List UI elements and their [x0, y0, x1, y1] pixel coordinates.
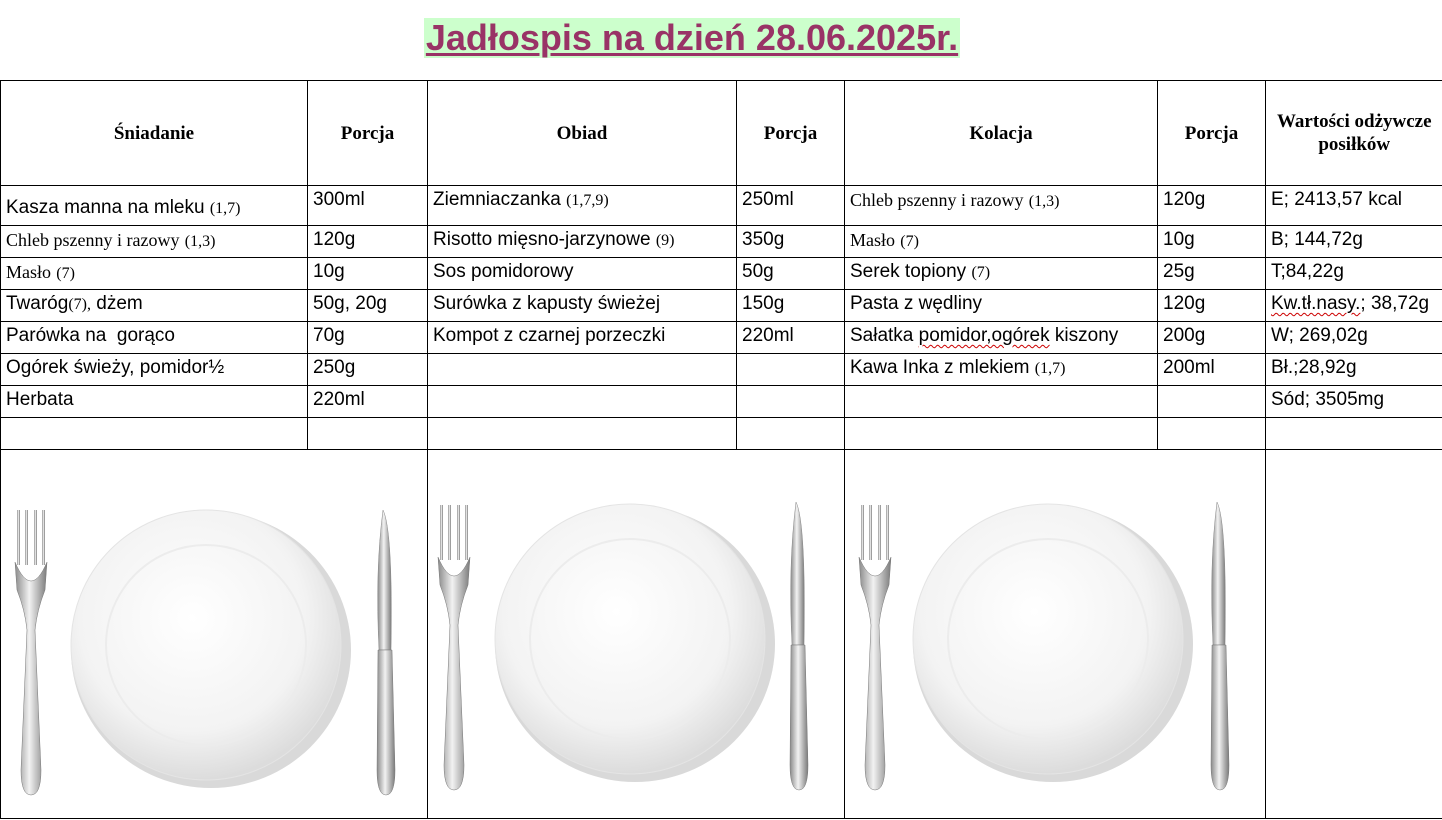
- knife-icon: [790, 502, 808, 790]
- breakfast-portion: 50g, 20g: [308, 290, 428, 322]
- header-nutrition: Wartości odżywcze posiłków: [1266, 81, 1442, 186]
- breakfast-cell: Parówka na gorąco: [1, 322, 308, 354]
- empty-cell: [308, 418, 428, 450]
- breakfast-cell: Kasza manna na mleku (1,7): [1, 186, 308, 226]
- plate-setting-icon: [428, 450, 844, 818]
- dinner-cell: Serek topiony (7): [845, 258, 1158, 290]
- dinner-cell: Sałatka pomidor,ogórek kiszony: [845, 322, 1158, 354]
- empty-cell: [1158, 418, 1266, 450]
- breakfast-cell: Chleb pszenny i razowy (1,3): [1, 226, 308, 258]
- lunch-portion: 220ml: [737, 322, 845, 354]
- plate-image-row: [1, 450, 1442, 819]
- dinner-cell: [845, 386, 1158, 418]
- nutrition-cell: Sód; 3505mg: [1266, 386, 1442, 418]
- breakfast-portion: 10g: [308, 258, 428, 290]
- lunch-cell: Ziemniaczanka (1,7,9): [428, 186, 737, 226]
- table-row-empty: [1, 418, 1442, 450]
- breakfast-cell: Herbata: [1, 386, 308, 418]
- lunch-portion: 150g: [737, 290, 845, 322]
- plate-setting-icon: [1, 450, 421, 818]
- breakfast-portion: 220ml: [308, 386, 428, 418]
- lunch-portion: [737, 354, 845, 386]
- empty-cell: [428, 418, 737, 450]
- nutrition-cell: Kw.tł.nasy.; 38,72g: [1266, 290, 1442, 322]
- plate-setting-lunch: [428, 450, 845, 819]
- breakfast-portion: 300ml: [308, 186, 428, 226]
- table-row: [1, 354, 1442, 386]
- dinner-cell: Pasta z wędliny: [845, 290, 1158, 322]
- lunch-cell: Risotto mięsno-jarzynowe (9): [428, 226, 737, 258]
- breakfast-portion: 70g: [308, 322, 428, 354]
- table-row: [1, 290, 1442, 322]
- fork-icon: [438, 505, 470, 790]
- knife-icon: [1211, 502, 1229, 790]
- dinner-cell: Masło (7): [845, 226, 1158, 258]
- fork-icon: [859, 505, 891, 790]
- table-row: [1, 186, 1442, 226]
- empty-cell: [737, 418, 845, 450]
- table-row: [1, 226, 1442, 258]
- lunch-cell: [428, 354, 737, 386]
- empty-cell: [845, 418, 1158, 450]
- lunch-cell: Surówka z kapusty świeżej: [428, 290, 737, 322]
- lunch-cell: Sos pomidorowy: [428, 258, 737, 290]
- plate-setting-icon: [845, 450, 1265, 818]
- empty-cell: [1266, 418, 1442, 450]
- nutrition-cell: T;84,22g: [1266, 258, 1442, 290]
- dinner-portion: 120g: [1158, 290, 1266, 322]
- header-row: [1, 81, 1442, 186]
- plate-setting-dinner: [845, 450, 1266, 819]
- dinner-portion: 120g: [1158, 186, 1266, 226]
- plate-setting-breakfast: [1, 450, 428, 819]
- table-row: [1, 322, 1442, 354]
- nutrition-cell: B; 144,72g: [1266, 226, 1442, 258]
- table-row: [1, 386, 1442, 418]
- empty-image-cell: [1266, 450, 1442, 819]
- title-wrap: [0, 18, 1384, 58]
- breakfast-portion: 250g: [308, 354, 428, 386]
- nutrition-cell: W; 269,02g: [1266, 322, 1442, 354]
- header-lunch: Obiad: [428, 81, 737, 186]
- empty-cell: [1, 418, 308, 450]
- header-dinner: Kolacja: [845, 81, 1158, 186]
- breakfast-portion: 120g: [308, 226, 428, 258]
- page-title: Jadłospis na dzień 28.06.2025r.: [425, 17, 959, 58]
- dinner-cell: Kawa Inka z mlekiem (1,7): [845, 354, 1158, 386]
- fork-icon: [15, 510, 47, 795]
- plate-icon: [913, 504, 1193, 782]
- breakfast-cell: Masło (7): [1, 258, 308, 290]
- dinner-portion: 200g: [1158, 322, 1266, 354]
- dinner-portion: [1158, 386, 1266, 418]
- header-breakfast: Śniadanie: [1, 81, 308, 186]
- dinner-portion: 200ml: [1158, 354, 1266, 386]
- lunch-cell: [428, 386, 737, 418]
- table-row: [1, 258, 1442, 290]
- plate-icon: [71, 510, 351, 788]
- header-portion-2: Porcja: [737, 81, 845, 186]
- menu-table: [0, 80, 1442, 819]
- header-portion-1: Porcja: [308, 81, 428, 186]
- dinner-portion: 10g: [1158, 226, 1266, 258]
- plate-icon: [495, 504, 775, 782]
- header-portion-3: Porcja: [1158, 81, 1266, 186]
- lunch-portion: 50g: [737, 258, 845, 290]
- breakfast-cell: Twaróg(7), dżem: [1, 290, 308, 322]
- lunch-portion: 350g: [737, 226, 845, 258]
- lunch-portion: [737, 386, 845, 418]
- breakfast-cell: Ogórek świeży, pomidor½: [1, 354, 308, 386]
- dinner-portion: 25g: [1158, 258, 1266, 290]
- lunch-portion: 250ml: [737, 186, 845, 226]
- nutrition-cell: E; 2413,57 kcal: [1266, 186, 1442, 226]
- lunch-cell: Kompot z czarnej porzeczki: [428, 322, 737, 354]
- nutrition-cell: Bł.;28,92g: [1266, 354, 1442, 386]
- dinner-cell: Chleb pszenny i razowy (1,3): [845, 186, 1158, 226]
- knife-icon: [377, 510, 395, 795]
